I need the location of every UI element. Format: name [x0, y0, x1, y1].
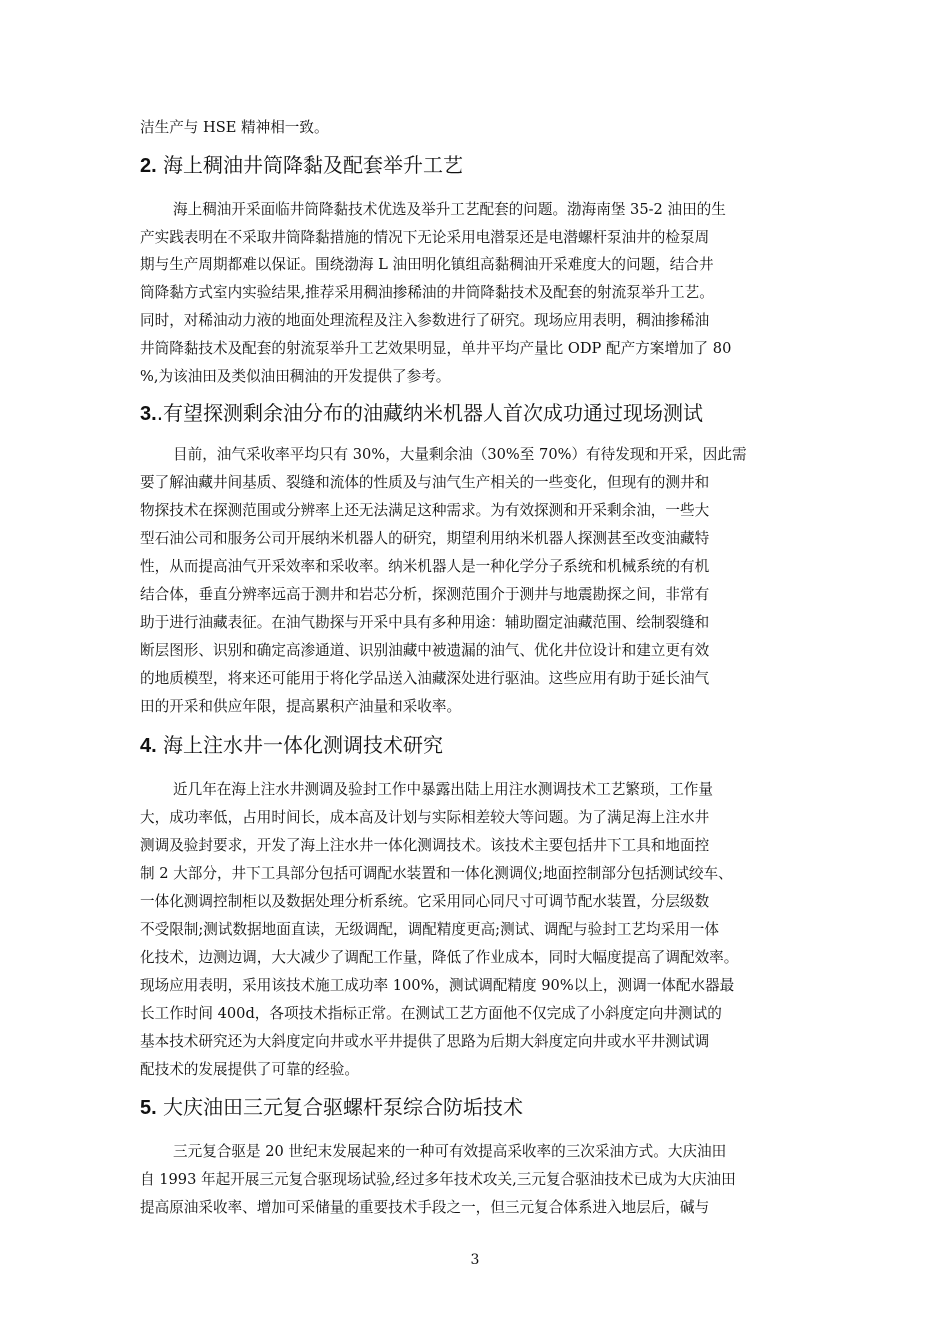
paragraph-line: 现场应用表明，采用该技术施工成功率 100%，测试调配精度 90%以上，测调一体配水器最	[140, 977, 735, 994]
paragraph-line: 不受限制;测试数据地面直读，无级调配，调配精度更高;测试、调配与验封工艺均采用一体	[140, 921, 719, 938]
section-heading-5	[140, 1092, 523, 1123]
section-number: 5.	[140, 1097, 157, 1119]
paragraph-line: 一体化测调控制柜以及数据处理分析系统。它采用同心同尺寸可调节配水装置，分层级数	[140, 893, 710, 910]
paragraph-line: 产实践表明在不采取井筒降黏措施的情况下无论采用电潜泵还是电潜螺杆泵油井的检泵周	[140, 229, 710, 246]
paragraph-line: 长工作时间 400d，各项技术指标正常。在测试工艺方面他不仅完成了小斜度定向井测试的	[140, 1005, 722, 1022]
section-title: 大庆油田三元复合驱螺杆泵综合防垢技术	[163, 1095, 524, 1119]
paragraph-line: 基本技术研究还为大斜度定向井或水平井提供了思路为后期大斜度定向井或水平井测试调	[140, 1033, 710, 1050]
paragraph-line: 田的开采和供应年限，提高累积产油量和采收率。	[140, 698, 462, 715]
paragraph-line: 大，成功率低，占用时间长，成本高及计划与实际相差较大等问题。为了满足海上注水井	[140, 809, 710, 826]
paragraph-line: 物探技术在探测范围或分辨率上还无法满足这种需求。为有效探测和开采剩余油，一些大	[140, 502, 710, 519]
page-number: 3	[470, 1252, 480, 1268]
section-heading-4	[140, 730, 443, 761]
paragraph-line: 筒降黏方式室内实验结果,推荐采用稠油掺稀油的井筒降黏技术及配套的射流泵举升工艺。	[140, 284, 714, 301]
paragraph-line: 性，从而提高油气开采效率和采收率。纳米机器人是一种化学分子系统和机械系统的有机	[140, 558, 710, 575]
intro-line: 洁生产与 HSE 精神相一致。	[140, 119, 329, 136]
paragraph-line: 结合体，垂直分辨率远高于测井和岩芯分析，探测范围介于测井与地震勘探之间，非常有	[140, 586, 710, 603]
section-number: 2.	[140, 155, 157, 177]
paragraph-line: 近几年在海上注水井测调及验封工作中暴露出陆上用注水测调技术工艺繁琐，工作量	[173, 781, 713, 798]
section-title: 海上注水井一体化测调技术研究	[163, 733, 444, 757]
paragraph-line: 期与生产周期都难以保证。围绕渤海 L 油田明化镇组高黏稠油开采难度大的问题，结合井	[140, 256, 714, 273]
paragraph-line: 提高原油采收率、增加可采储量的重要技术手段之一，但三元复合体系进入地层后，碱与	[140, 1199, 710, 1216]
paragraph-line: 的地质模型，将来还可能用于将化学品送入油藏深处进行驱油。这些应用有助于延长油气	[140, 670, 710, 687]
section-title: .有望探测剩余油分布的油藏纳米机器人首次成功通过现场测试	[156, 401, 704, 425]
paragraph-line: 制 2 大部分，井下工具部分包括可调配水装置和一体化测调仪;地面控制部分包括测试绞车、	[140, 865, 733, 882]
paragraph-line: %,为该油田及类似油田稠油的开发提供了参考。	[140, 368, 451, 385]
paragraph-line: 助于进行油藏表征。在油气勘探与开采中具有多种用途：辅助圈定油藏范围、绘制裂缝和	[140, 614, 710, 631]
paragraph-line: 目前，油气采收率平均只有 30%，大量剩余油（30%至 70%）有待发现和开采，因此需	[173, 446, 747, 463]
section-number: 4.	[140, 735, 157, 757]
section-heading-3	[140, 398, 703, 429]
paragraph-line: 同时，对稀油动力液的地面处理流程及注入参数进行了研究。现场应用表明，稠油掺稀油	[140, 312, 710, 329]
paragraph-line: 三元复合驱是 20 世纪末发展起来的一种可有效提高采收率的三次采油方式。大庆油田	[173, 1143, 727, 1160]
paragraph-line: 配技术的发展提供了可靠的经验。	[140, 1061, 359, 1078]
paragraph-line: 要了解油藏井间基质、裂缝和流体的性质及与油气生产相关的一些变化，但现有的测井和	[140, 474, 710, 491]
section-heading-2	[140, 150, 463, 181]
paragraph-line: 化技术，边测边调，大大减少了调配工作量，降低了作业成本，同时大幅度提高了调配效率。	[140, 949, 739, 966]
section-title: 海上稠油井筒降黏及配套举升工艺	[163, 153, 464, 177]
paragraph-line: 测调及验封要求，开发了海上注水井一体化测调技术。该技术主要包括井下工具和地面控	[140, 837, 710, 854]
paragraph-line: 海上稠油开采面临井筒降黏技术优选及举升工艺配套的问题。渤海南堡 35-2 油田的生	[173, 201, 726, 218]
section-number: 3.	[140, 403, 157, 425]
paragraph-line: 断层图形、识别和确定高渗通道、识别油藏中被遗漏的油气、优化井位设计和建立更有效	[140, 642, 710, 659]
paragraph-line: 自 1993 年起开展三元复合驱现场试验,经过多年技术攻关,三元复合驱油技术已成为大庆油田	[140, 1171, 736, 1188]
paragraph-line: 型石油公司和服务公司开展纳米机器人的研究，期望利用纳米机器人探测甚至改变油藏特	[140, 530, 710, 547]
paragraph-line: 井筒降黏技术及配套的射流泵举升工艺效果明显，单井平均产量比 ODP 配产方案增加了 80	[140, 340, 732, 357]
